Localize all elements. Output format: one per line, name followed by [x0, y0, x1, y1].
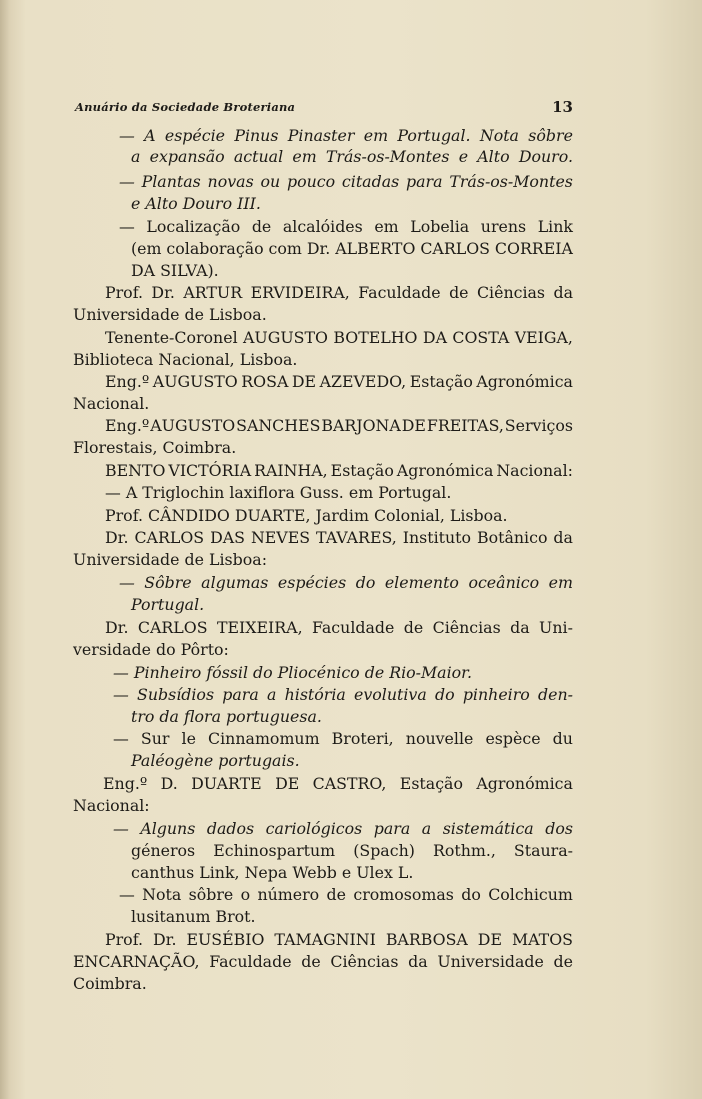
page-header [75, 100, 573, 120]
text-line: Prof. Dr. ARTUR ERVIDEIRA, Faculdade de Ciências da [105, 283, 573, 302]
text-line: Nacional. [73, 394, 150, 413]
text-line: Universidade de Lisboa: [73, 550, 268, 569]
text-line: — A espécie Pinus Pinaster em Portugal. Nota sôbre [119, 126, 573, 145]
text-line: — Alguns dados cariológicos para a sistemática dos [113, 819, 573, 838]
text-line: ENCARNAÇÃO, Faculdade de Ciências da Universidade de [73, 952, 573, 971]
running-title: Anuário da Sociedade Broteriana [75, 100, 296, 114]
text-line: — Plantas novas ou pouco citadas para Trás-os-Montes [119, 172, 573, 191]
text-line: DA SILVA). [131, 261, 219, 280]
text-line: e Alto Douro III. [131, 194, 261, 213]
text-line: Florestais, Coimbra. [73, 438, 237, 457]
text-line: — Sôbre algumas espécies do elemento oceânico em [119, 573, 573, 592]
text-line: Prof. Dr. EUSÉBIO TAMAGNINI BARBOSA DE MATOS [105, 930, 573, 949]
text-line: — Localização de alcalóides em Lobelia urens Link [119, 217, 573, 236]
text-line: a expansão actual em Trás-os-Montes e Alto Douro. [131, 147, 573, 166]
text-line: — Subsídios para a história evolutiva do pinheiro den- [113, 685, 573, 704]
text-line: canthus Link, Nepa Webb e Ulex L. [131, 863, 414, 882]
text-line: Universidade de Lisboa. [73, 305, 267, 324]
page-number: 13 [552, 98, 573, 116]
text-line: Prof. CÂNDIDO DUARTE, Jardim Colonial, Lisboa. [105, 506, 508, 525]
text-line: Dr. CARLOS TEIXEIRA, Faculdade de Ciências da Uni- [105, 618, 573, 637]
text-line: — Sur le Cinnamomum Broteri, nouvelle espèce du [113, 729, 573, 748]
text-line: Eng.º D. DUARTE DE CASTRO, Estação Agronómica [103, 774, 573, 793]
text-line: géneros Echinospartum (Spach) Rothm., Staura- [131, 841, 573, 860]
text-line: (em colaboração com Dr. ALBERTO CARLOS CORREIA [131, 239, 573, 258]
text-line: Tenente-Coronel AUGUSTO BOTELHO DA COSTA VEIGA, [105, 328, 573, 347]
text-line: Paléogène portugais. [131, 751, 300, 770]
text-line: Coimbra. [73, 974, 147, 993]
text-line: lusitanum Brot. [131, 907, 256, 926]
text-line: — Nota sôbre o número de cromosomas do Colchicum [119, 885, 573, 904]
text-line: Eng.º AUGUSTO ROSA DE AZEVEDO, Estação Agronómica [105, 372, 573, 391]
text-line: Dr. CARLOS DAS NEVES TAVARES, Instituto Botânico da [105, 528, 573, 547]
text-line: Eng.º AUGUSTO SANCHES BARJONA DE FREITAS, Serviços [105, 416, 573, 435]
text-line: versidade do Pôrto: [73, 640, 229, 659]
text-line: — A Triglochin laxiflora Guss. em Portugal. [105, 483, 452, 502]
text-line: — Pinheiro fóssil do Pliocénico de Rio-Maior. [113, 663, 472, 682]
text-line: BENTO VICTÓRIA RAINHA, Estação Agronómica Nacional: [105, 461, 573, 480]
text-line: Biblioteca Nacional, Lisboa. [73, 350, 298, 369]
text-line: Portugal. [131, 595, 205, 614]
text-line: Nacional: [73, 796, 150, 815]
text-line: tro da flora portuguesa. [131, 707, 322, 726]
